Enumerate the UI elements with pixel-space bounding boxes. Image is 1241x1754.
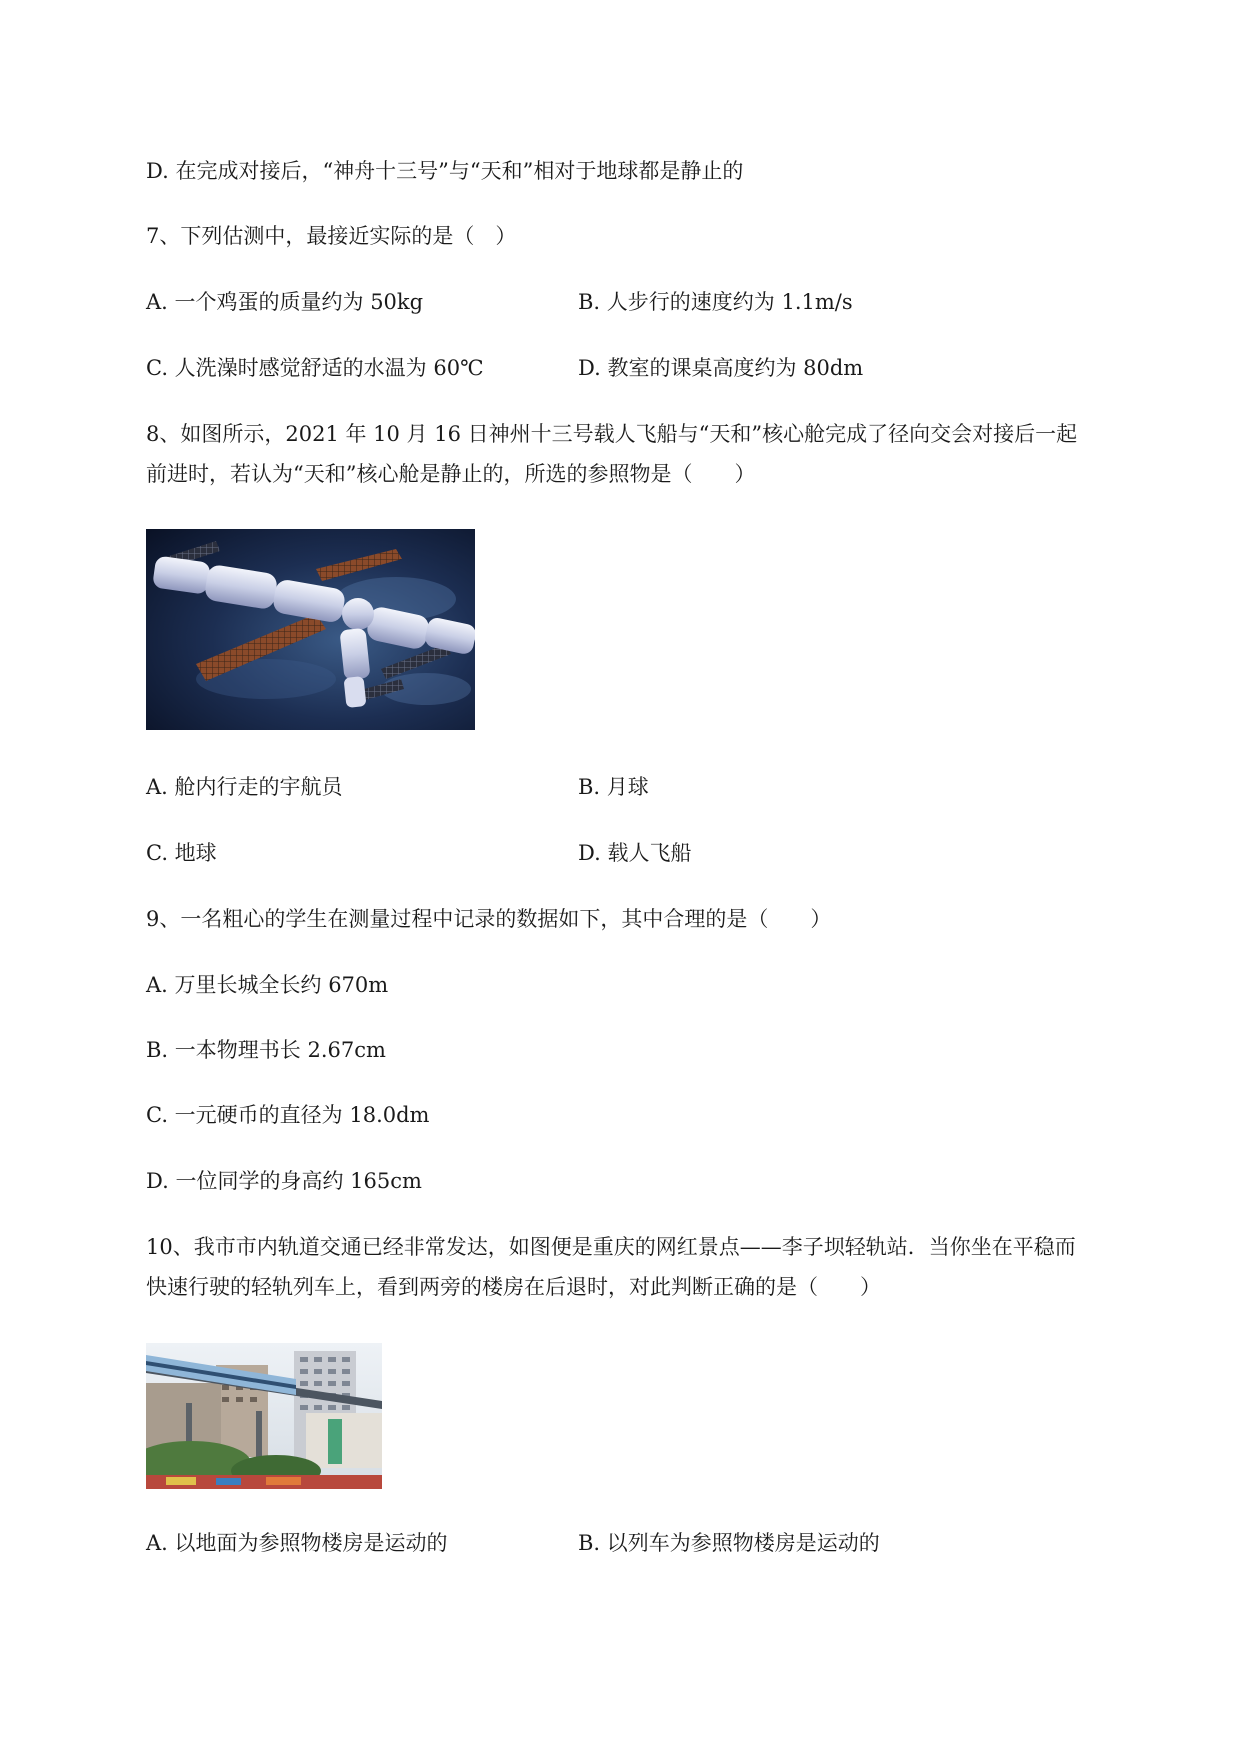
q8-option-a: A. 舱内行走的宇航员 — [146, 775, 343, 799]
q7-option-d: D. 教室的课桌高度约为 80dm — [578, 356, 864, 380]
q7-option-a: A. 一个鸡蛋的质量约为 50kg — [146, 290, 424, 314]
q8-option-b: B. 月球 — [578, 775, 649, 799]
q8-option-c: C. 地球 — [146, 841, 217, 865]
space-station-photo — [146, 529, 475, 730]
q8-stem-line1: 8、如图所示，2021 年 10 月 16 日神州十三号载人飞船与“天和”核心舱完成了径向交会对接后一起 — [146, 422, 1078, 446]
q10-option-a: A. 以地面为参照物楼房是运动的 — [146, 1531, 448, 1555]
q9-option-a: A. 万里长城全长约 670m — [146, 973, 389, 997]
light-rail-station-photo — [146, 1343, 382, 1489]
q7-stem: 7、下列估测中，最接近实际的是（ ） — [146, 224, 517, 248]
q9-stem: 9、一名粗心的学生在测量过程中记录的数据如下，其中合理的是（ ） — [146, 907, 832, 931]
q7-option-c: C. 人洗澡时感觉舒适的水温为 60℃ — [146, 356, 484, 380]
q9-option-b: B. 一本物理书长 2.67cm — [146, 1038, 386, 1062]
q8-stem-line2: 前进时，若认为“天和”核心舱是静止的，所选的参照物是（ ） — [146, 462, 756, 486]
q10-stem-line2: 快速行驶的轻轨列车上，看到两旁的楼房在后退时，对此判断正确的是（ ） — [146, 1275, 881, 1299]
q10-stem-line1: 10、我市市内轨道交通已经非常发达，如图便是重庆的网红景点——李子坝轻轨站．当你坐在平稳而 — [146, 1235, 1076, 1259]
q9-option-c: C. 一元硬币的直径为 18.0dm — [146, 1103, 430, 1127]
q9-option-d: D. 一位同学的身高约 165cm — [146, 1169, 422, 1193]
q7-option-b: B. 人步行的速度约为 1.1m/s — [578, 290, 853, 314]
q6-option-d: D. 在完成对接后，“神舟十三号”与“天和”相对于地球都是静止的 — [146, 159, 744, 183]
q8-option-d: D. 载人飞船 — [578, 841, 692, 865]
q10-option-b: B. 以列车为参照物楼房是运动的 — [578, 1531, 880, 1555]
